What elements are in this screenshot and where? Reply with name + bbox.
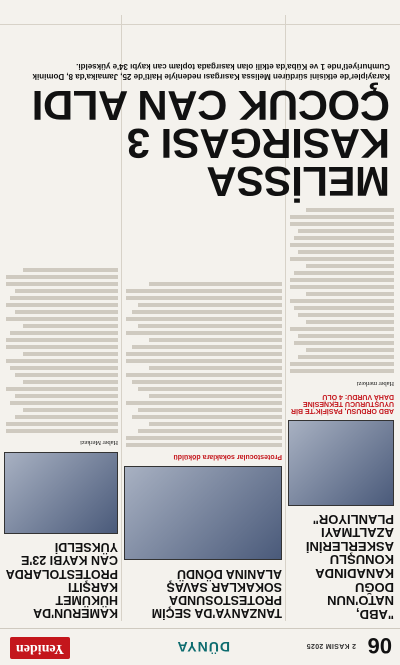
middle-headline: TANZANYA'DA SEÇİM PROTESTOSUNDA SOKAKLAR SAVAŞ ALANINA DÖNDÜ <box>151 566 282 620</box>
right-column-headline: "ABD, NATO'NUN DOĞU KANADINDA KONUŞLU ASKERLERİNİ AZALTMAYI PLANLIYOR" <box>305 511 394 622</box>
byline: Haber Merkezi <box>80 439 118 447</box>
rule <box>0 24 400 25</box>
section-title: DÜNYA <box>176 639 230 655</box>
label: Haber merkezi <box>356 379 394 387</box>
text-block <box>6 268 118 433</box>
news-photo <box>288 420 394 506</box>
left-column-headline: KAMERUN'DA HÜKÜMET KARŞITI PROTESTOLARDA CAN KAYBI 23'E YÜKSELDİ <box>6 540 118 620</box>
page-number: 06 <box>367 633 392 658</box>
middle-subhead: Protestocular sokaklara döküldü <box>173 453 282 461</box>
top-story <box>10 62 390 205</box>
right-column-subhead: ABD ORDUSU, PASİFİK'TE BİR UYUŞTURUCU TEKNESİNE DAHA VURDU: 4 ÖLÜ <box>290 392 394 414</box>
top-story-title: MELİSSA KASIRGASI 3 ÇOCUK CAN ALDI <box>32 82 390 205</box>
date: 2 KASIM 2025 <box>306 642 356 649</box>
text-block <box>126 283 282 448</box>
masthead <box>0 628 400 665</box>
news-photo <box>4 452 118 534</box>
newspaper-logo: Yeniden <box>10 637 70 659</box>
top-story-deck: Karayipler'de etkisini sürdüren Melissa Kasırgası nedeniyle Haiti'de 25, Jamaika'da 8, Dominik Cumhuriyeti'nde 1 ve Küba'da etkili olan kasırgada toplam can kaybı 34'e yükseldi. <box>32 62 390 81</box>
news-photo <box>124 467 282 561</box>
text-block <box>290 208 394 373</box>
